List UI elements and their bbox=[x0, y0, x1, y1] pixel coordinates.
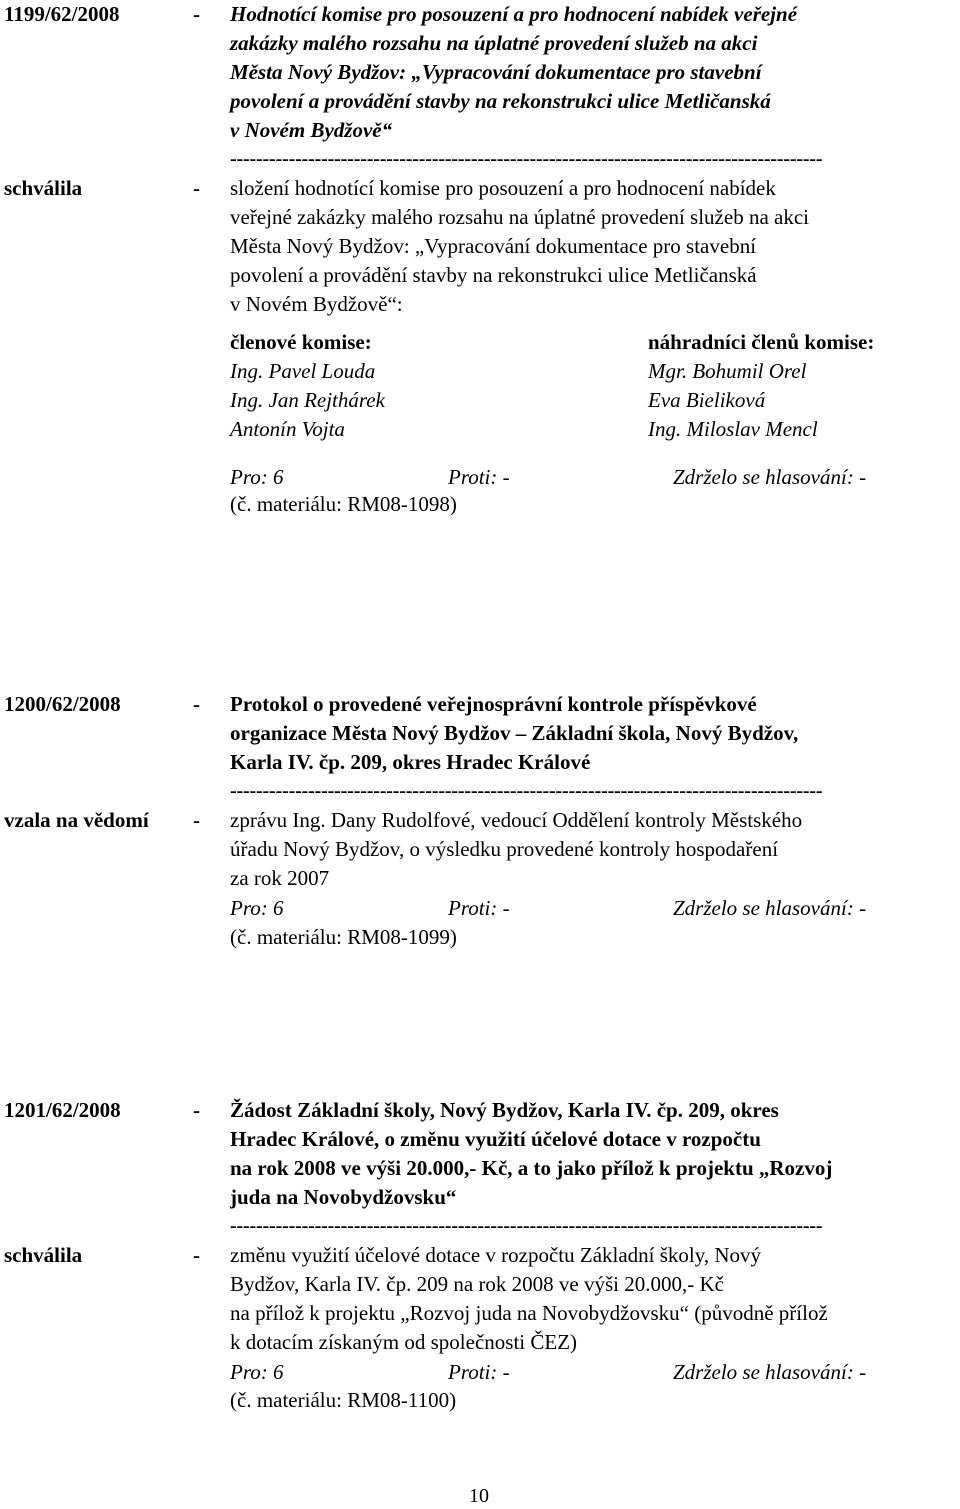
action-separator: - bbox=[193, 808, 200, 832]
dash-separator: ------------------------------------------------------------------------------------------- bbox=[230, 780, 823, 802]
vote-abstain: Zdrželo se hlasování: - bbox=[673, 1360, 867, 1384]
vote-for: Pro: 6 bbox=[230, 896, 284, 920]
vote-against: Proti: - bbox=[448, 465, 510, 489]
vote-abstain: Zdrželo se hlasování: - bbox=[673, 896, 867, 920]
resolution-title-line: Města Nový Bydžov: „Vypracování dokumentace pro stavební bbox=[230, 60, 762, 84]
dash-separator: ------------------------------------------------------------------------------------------- bbox=[230, 1215, 823, 1237]
resolution-title-line: Protokol o provedené veřejnosprávní kontrole příspěvkové bbox=[230, 692, 757, 716]
resolution-title-line: zakázky malého rozsahu na úplatné provedení služeb na akci bbox=[230, 31, 758, 55]
member-name: Ing. Pavel Louda bbox=[230, 359, 376, 383]
body-line: na přílož k projektu „Rozvoj juda na Novobydžovsku“ (původně přílož bbox=[230, 1301, 828, 1325]
body-line: Města Nový Bydžov: „Vypracování dokumentace pro stavební bbox=[230, 234, 757, 258]
action-label: schválila bbox=[4, 176, 83, 200]
body-line: zprávu Ing. Dany Rudolfové, vedoucí Oddělení kontroly Městského bbox=[230, 808, 803, 832]
resolution-title-line: Karla IV. čp. 209, okres Hradec Králové bbox=[230, 750, 591, 774]
substitute-name: Eva Bieliková bbox=[648, 388, 766, 412]
action-label: vzala na vědomí bbox=[4, 808, 149, 832]
members-column bbox=[230, 328, 385, 444]
resolution-title-line: juda na Novobydžovsku“ bbox=[230, 1185, 457, 1209]
body-line: k dotacím získaným od společnosti ČEZ) bbox=[230, 1330, 578, 1354]
body-line: Bydžov, Karla IV. čp. 209 na rok 2008 ve výši 20.000,- Kč bbox=[230, 1272, 724, 1296]
action-separator: - bbox=[193, 176, 200, 200]
vote-abstain: Zdrželo se hlasování: - bbox=[673, 465, 867, 489]
resolution-separator: - bbox=[193, 2, 200, 26]
action-separator: - bbox=[193, 1243, 200, 1267]
vote-for: Pro: 6 bbox=[230, 465, 284, 489]
body-line: v Novém Bydžově“: bbox=[230, 292, 403, 316]
resolution-title-line: Hodnotící komise pro posouzení a pro hodnocení nabídek veřejné bbox=[230, 2, 798, 26]
member-name: Antonín Vojta bbox=[230, 417, 345, 441]
body-line: povolení a provádění stavby na rekonstrukci ulice Metličanská bbox=[230, 263, 757, 287]
vote-against: Proti: - bbox=[448, 896, 510, 920]
body-line: změnu využití účelové dotace v rozpočtu Základní školy, Nový bbox=[230, 1243, 762, 1267]
resolution-title-line: organizace Města Nový Bydžov – Základní škola, Nový Bydžov, bbox=[230, 721, 799, 745]
resolution-separator: - bbox=[193, 1098, 200, 1122]
material-reference: (č. materiálu: RM08-1099) bbox=[230, 925, 457, 949]
resolution-title-line: Žádost Základní školy, Nový Bydžov, Karla IV. čp. 209, okres bbox=[230, 1098, 779, 1122]
member-name: Ing. Jan Rejthárek bbox=[230, 388, 385, 412]
resolution-title-line: Hradec Králové, o změnu využití účelové dotace v rozpočtu bbox=[230, 1127, 761, 1151]
resolution-title-line: na rok 2008 ve výši 20.000,- Kč, a to jako přílož k projektu „Rozvoj bbox=[230, 1156, 833, 1180]
dash-separator: ------------------------------------------------------------------------------------------- bbox=[230, 148, 823, 170]
vote-for: Pro: 6 bbox=[230, 1360, 284, 1384]
resolution-title-line: povolení a provádění stavby na rekonstrukci ulice Metličanská bbox=[230, 89, 771, 113]
substitutes-column bbox=[648, 328, 874, 444]
resolution-title-line: v Novém Bydžově“ bbox=[230, 118, 393, 142]
members-heading: členové komise: bbox=[230, 330, 372, 354]
substitute-name: Mgr. Bohumil Orel bbox=[648, 359, 807, 383]
material-reference: (č. materiálu: RM08-1100) bbox=[230, 1388, 457, 1412]
body-line: složení hodnotící komise pro posouzení a pro hodnocení nabídek bbox=[230, 176, 776, 200]
resolution-number: 1200/62/2008 bbox=[4, 692, 121, 716]
resolution-number: 1201/62/2008 bbox=[4, 1098, 121, 1122]
body-line: za rok 2007 bbox=[230, 866, 330, 890]
substitutes-heading: náhradníci členů komise: bbox=[648, 330, 875, 354]
body-line: úřadu Nový Bydžov, o výsledku provedené kontroly hospodaření bbox=[230, 837, 779, 861]
action-label: schválila bbox=[4, 1243, 83, 1267]
material-reference: (č. materiálu: RM08-1098) bbox=[230, 492, 457, 516]
page-number: 10 bbox=[469, 1485, 489, 1507]
resolution-separator: - bbox=[193, 692, 200, 716]
body-line: veřejné zakázky malého rozsahu na úplatné provedení služeb na akci bbox=[230, 205, 809, 229]
resolution-number: 1199/62/2008 bbox=[4, 2, 120, 26]
substitute-name: Ing. Miloslav Mencl bbox=[648, 417, 818, 441]
vote-against: Proti: - bbox=[448, 1360, 510, 1384]
